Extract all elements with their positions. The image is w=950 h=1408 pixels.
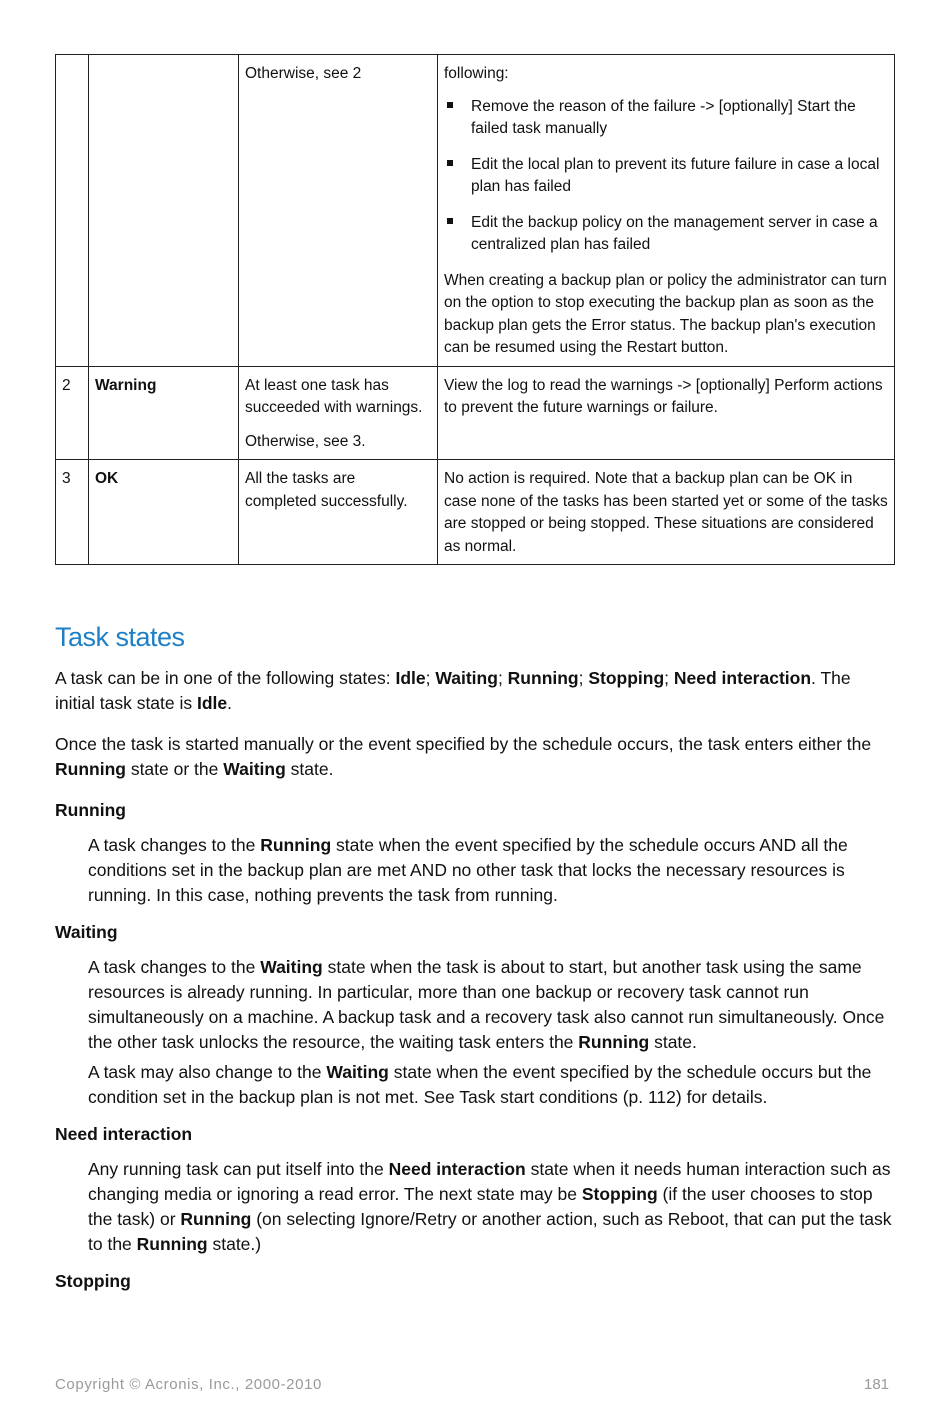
row-condition: At least one task has succeeded with warnings. Otherwise, see 3. bbox=[239, 366, 438, 460]
table-row bbox=[56, 55, 895, 367]
row-action: No action is required. Note that a backup plan can be OK in case none of the tasks has been started yet or some of the tasks are stopped or being stopped. These situations are considered as normal. bbox=[438, 460, 895, 565]
list-item: Edit the backup policy on the management server in case a centralized plan has failed bbox=[444, 212, 888, 257]
bullet-square-icon bbox=[447, 160, 453, 166]
row-action bbox=[438, 55, 895, 367]
row-number bbox=[56, 55, 89, 367]
heading-need-interaction: Need interaction bbox=[55, 1124, 193, 1144]
bullet-square-icon bbox=[447, 218, 453, 224]
action-intro: following: bbox=[444, 65, 509, 82]
intro-paragraph-2: Once the task is started manually or the event specified by the schedule occurs, the task enters either the Running state or the Waiting state. bbox=[55, 734, 872, 779]
waiting-paragraph: A task changes to the Waiting state when the task is about to start, but another task using the same resources is already running. In particular, more than one backup or recovery task cannot run simultaneously on a machine. A backup task and a recovery task also cannot run simultaneously. Once the other task unlocks the resource, the waiting task enters the Running state. bbox=[88, 957, 885, 1052]
section-body bbox=[55, 666, 895, 1304]
action-note: When creating a backup plan or policy the administrator can turn on the option to stop executing the backup plan as soon as the backup plan gets the Error status. The backup plan's execution can be resumed using the Restart button. bbox=[444, 271, 887, 356]
table-row bbox=[56, 366, 895, 460]
heading-waiting: Waiting bbox=[55, 922, 118, 942]
need-interaction-paragraph: Any running task can put itself into the Need interaction state when it needs human interaction such as changing media or ignoring a read error. The next state may be Stopping (if the user chooses to stop the task) or Running (on selecting Ignore/Retry or another action, such as Reboot, that can put the task to the Running state.) bbox=[88, 1159, 892, 1254]
row-status bbox=[89, 55, 239, 367]
table-row bbox=[56, 460, 895, 565]
row-number: 2 bbox=[56, 366, 89, 460]
bullet-square-icon bbox=[447, 102, 453, 108]
row-number: 3 bbox=[56, 460, 89, 565]
list-item: Remove the reason of the failure -> [optionally] Start the failed task manually bbox=[444, 96, 888, 141]
row-status: Warning bbox=[89, 366, 239, 460]
heading-running: Running bbox=[55, 800, 126, 820]
row-action: View the log to read the warnings -> [optionally] Perform actions to prevent the future warnings or failure. bbox=[438, 366, 895, 460]
row-status: OK bbox=[89, 460, 239, 565]
row-condition: All the tasks are completed successfully. bbox=[239, 460, 438, 565]
section-title: Task states bbox=[55, 622, 185, 652]
intro-paragraph: A task can be in one of the following states: Idle; Waiting; Running; Stopping; Need interaction. The initial task state is Idle. bbox=[55, 668, 851, 713]
action-bullets bbox=[444, 96, 888, 257]
footer-copyright: Copyright © Acronis, Inc., 2000-2010 bbox=[55, 1376, 322, 1393]
page-number: 181 bbox=[864, 1376, 890, 1393]
row-condition: Otherwise, see 2 bbox=[239, 55, 438, 367]
heading-stopping: Stopping bbox=[55, 1271, 131, 1291]
running-paragraph: A task changes to the Running state when the event specified by the schedule occurs AND all the conditions set in the backup plan are met AND no other task that locks the necessary resources is running. In this case, nothing prevents the task from running. bbox=[88, 835, 848, 905]
status-table bbox=[55, 54, 895, 565]
waiting-paragraph-2: A task may also change to the Waiting state when the event specified by the schedule occurs but the condition set in the backup plan is not met. See Task start conditions (p. 112) for details. bbox=[88, 1062, 872, 1107]
list-item: Edit the local plan to prevent its future failure in case a local plan has failed bbox=[444, 154, 888, 199]
